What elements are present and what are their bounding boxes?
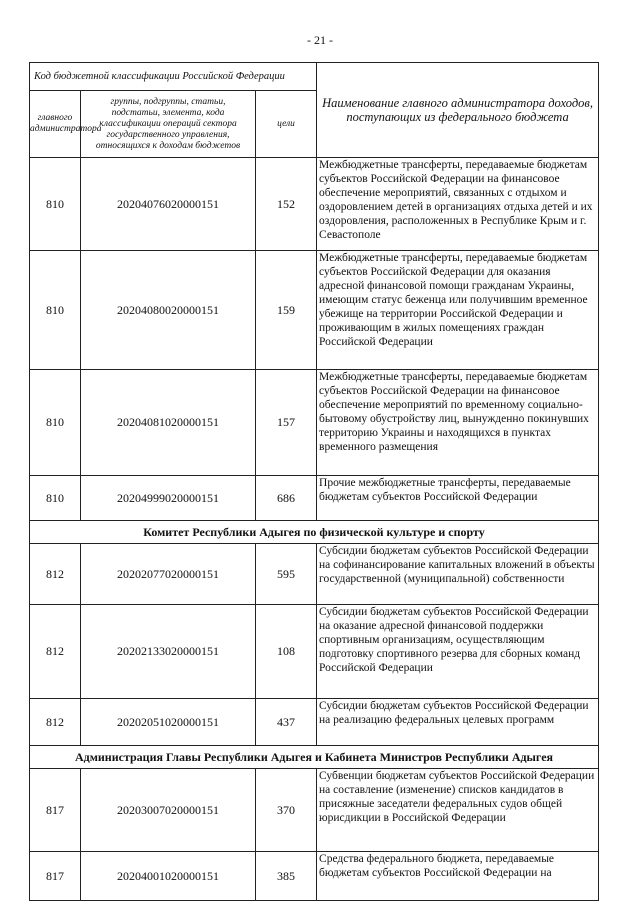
revenue-name-cell: Межбюджетные трансферты, передаваемые бюджетам субъектов Российской Федерации на финансовое обеспечение мероприятий, связанных с отдыхом и оздоровлением детей в организациях отдыха детей и их оздоровления, расположенных в Республике Крым и г. Севастополе <box>317 158 599 251</box>
revenue-name-cell: Субсидии бюджетам субъектов Российской Федерации на софинансирование капитальных вложений в объекты государственной (муниципальной) собственности <box>317 544 599 605</box>
admin-code-cell: 817 <box>30 769 81 852</box>
section-title: Комитет Республики Адыгея по физической культуре и спорту <box>30 521 599 544</box>
purpose-code-cell: 108 <box>256 605 317 699</box>
admin-code-cell: 817 <box>30 852 81 901</box>
admin-code-cell: 810 <box>30 476 81 521</box>
table-row <box>30 699 599 746</box>
header-col-admin: главного администратора <box>30 91 81 158</box>
admin-code-cell: 810 <box>30 370 81 476</box>
header-admin-name: Наименование главного администратора доходов, поступающих из федерального бюджета <box>317 63 599 158</box>
revenue-name-cell: Средства федерального бюджета, передаваемые бюджетам субъектов Российской Федерации на <box>317 852 599 901</box>
budget-classification-table <box>29 62 599 901</box>
classification-code-cell: 20202077020000151 <box>81 544 256 605</box>
revenue-name-cell: Субвенции бюджетам субъектов Российской Федерации на составление (изменение) списков кандидатов в присяжные заседатели федеральных судов общей юрисдикции в Российской Федерации <box>317 769 599 852</box>
purpose-code-cell: 152 <box>256 158 317 251</box>
purpose-code-cell: 385 <box>256 852 317 901</box>
purpose-code-cell: 157 <box>256 370 317 476</box>
header-code-group: Код бюджетной классификации Российской Федерации <box>30 63 317 91</box>
table-row <box>30 605 599 699</box>
admin-code-cell: 812 <box>30 544 81 605</box>
revenue-name-cell: Межбюджетные трансферты, передаваемые бюджетам субъектов Российской Федерации для оказания адресной финансовой помощи гражданам Украины, имеющим статус беженца или получившим временное убежище на территории Российской Федерации и проживающим в жилых помещениях граждан Российской Федерации <box>317 251 599 370</box>
section-row <box>30 746 599 769</box>
header-row-top <box>30 63 599 91</box>
revenue-name-cell: Субсидии бюджетам субъектов Российской Федерации на реализацию федеральных целевых программ <box>317 699 599 746</box>
classification-code-cell: 20204081020000151 <box>81 370 256 476</box>
classification-code-cell: 20204080020000151 <box>81 251 256 370</box>
classification-code-cell: 20202133020000151 <box>81 605 256 699</box>
table-row <box>30 769 599 852</box>
admin-code-cell: 812 <box>30 699 81 746</box>
table-row <box>30 158 599 251</box>
header-col-purpose: цели <box>256 91 317 158</box>
table-row <box>30 544 599 605</box>
purpose-code-cell: 159 <box>256 251 317 370</box>
table-row <box>30 852 599 901</box>
table-row <box>30 476 599 521</box>
header-col-groups: группы, подгруппы, статьи, подстатьи, элемента, кода классификации операций сектора государственного управления, относящихся к доходам бюджетов <box>81 91 256 158</box>
revenue-name-cell: Субсидии бюджетам субъектов Российской Федерации на оказание адресной финансовой поддержки спортивным организациям, осуществляющим подготовку спортивного резерва для сборных команд Российской Федерации <box>317 605 599 699</box>
revenue-name-cell: Прочие межбюджетные трансферты, передаваемые бюджетам субъектов Российской Федерации <box>317 476 599 521</box>
page-number: - 21 - <box>307 33 333 47</box>
classification-code-cell: 20204001020000151 <box>81 852 256 901</box>
section-row <box>30 521 599 544</box>
classification-code-cell: 20202051020000151 <box>81 699 256 746</box>
purpose-code-cell: 686 <box>256 476 317 521</box>
admin-code-cell: 810 <box>30 158 81 251</box>
table-row <box>30 370 599 476</box>
revenue-name-cell: Межбюджетные трансферты, передаваемые бюджетам субъектов Российской Федерации на финансовое обеспечение мероприятий по временному социально-бытовому обустройству лиц, вынужденно покинувших территорию Украины и находящихся в пунктах временного размещения <box>317 370 599 476</box>
classification-code-cell: 20204999020000151 <box>81 476 256 521</box>
admin-code-cell: 812 <box>30 605 81 699</box>
purpose-code-cell: 370 <box>256 769 317 852</box>
table-row <box>30 251 599 370</box>
section-title: Администрация Главы Республики Адыгея и Кабинета Министров Республики Адыгея <box>30 746 599 769</box>
purpose-code-cell: 437 <box>256 699 317 746</box>
admin-code-cell: 810 <box>30 251 81 370</box>
purpose-code-cell: 595 <box>256 544 317 605</box>
classification-code-cell: 20203007020000151 <box>81 769 256 852</box>
table-body <box>30 63 599 901</box>
classification-code-cell: 20204076020000151 <box>81 158 256 251</box>
